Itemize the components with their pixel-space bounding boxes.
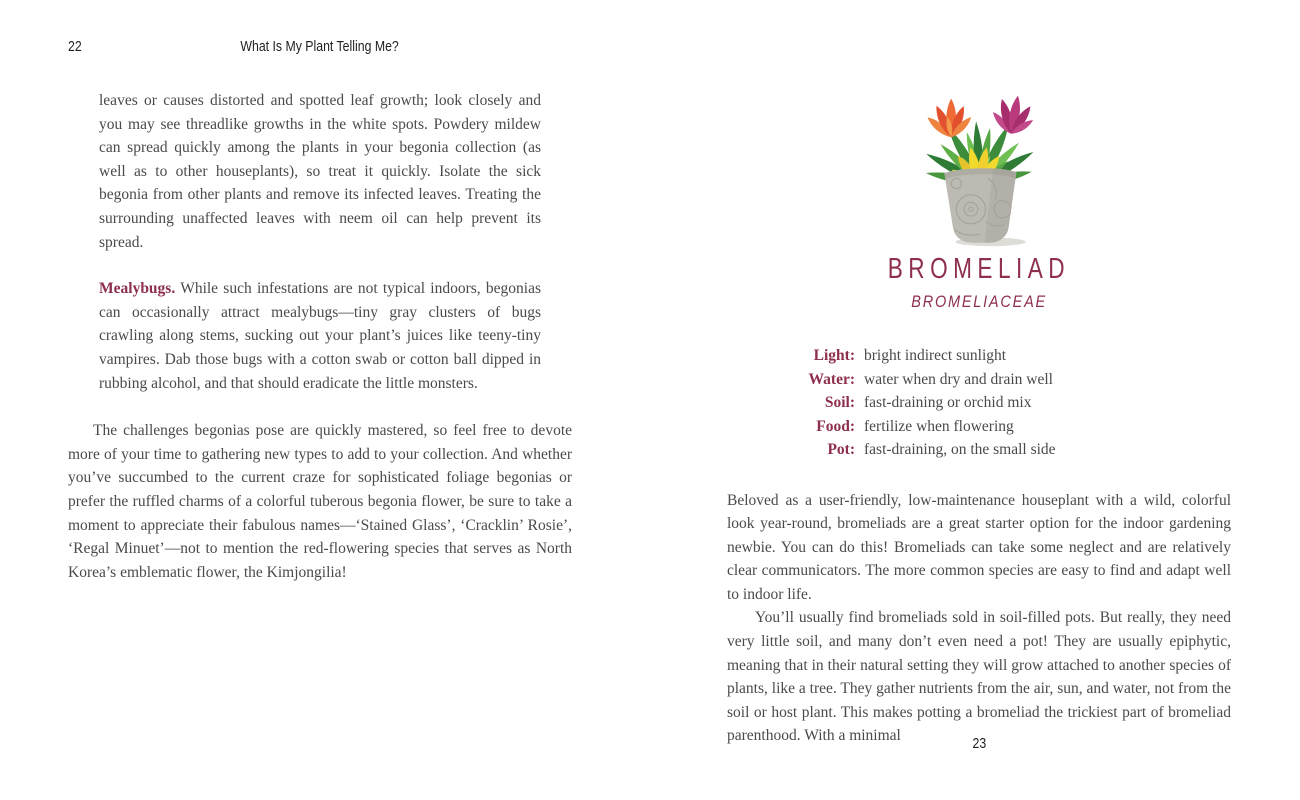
right-page-number: 23: [972, 735, 986, 752]
running-header: What Is My Plant Telling Me?: [240, 38, 400, 55]
left-page: [68, 38, 572, 584]
right-page: [727, 0, 1231, 800]
paragraph-begonia-challenges: The challenges begonias pose are quickly mastered, so feel free to devote more of your time to gathering new types to add to your collection. And whether you’ve succumbed to the current craze for sophisticated foliage begonias or prefer the ruffled charms of a colorful tuberous begonia flower, be sure to take a moment to appreciate their fabulous names—‘Stained Glass’, ‘Cracklin’ Rosie’, ‘Regal Minuet’—not to mention the red-flowering species that serves as North Korea’s emblematic flower, the Kimjongilia!: [68, 422, 572, 581]
plant-title: BROMELIAD: [887, 253, 1071, 285]
care-value-soil: fast-draining or orchid mix: [864, 394, 1032, 411]
plant-family-subtitle: BROMELIACEAE: [911, 293, 1047, 311]
mealybugs-lead-label: Mealybugs.: [99, 280, 176, 298]
care-label-food: Food:: [816, 417, 855, 435]
care-value-pot: fast-draining, on the small side: [864, 441, 1056, 458]
paragraph-mealybugs: [99, 277, 541, 395]
care-value-light: bright indirect sunlight: [864, 347, 1007, 364]
left-page-header: [68, 38, 572, 58]
care-label-soil: Soil:: [824, 394, 855, 411]
care-label-water: Water:: [808, 370, 855, 388]
left-page-number: 22: [68, 38, 82, 55]
paragraph-powdery-mildew: leaves or causes distorted and spotted leaf growth; look closely and you may see threadlike growths in the white spots. Powdery mildew can spread quickly among the plants in your begonia collection (as well as to other houseplants), so treat it quickly. Isolate the sick begonia from other plants and remove its infected leaves. Treating the surrounding unaffected leaves with neem oil can help prevent its spread.: [99, 92, 541, 251]
paragraph-bromeliad-pots: You’ll usually find bromeliads sold in soil-filled pots. But really, they need very little soil, and many don’t even need a pot! They are usually epiphytic, meaning that in their natural setting they will grow attached to another species of plants, like a tree. They gather nutrients from the air, sun, and water, not from the soil or host plant. This makes potting a bromeliad the trickiest part of bromeliad parenthood. With a minimal: [727, 609, 1231, 745]
care-label-light: Light:: [813, 347, 855, 364]
paragraph-bromeliad-intro: Beloved as a user-friendly, low-maintenance houseplant with a wild, colorful look year-round, bromeliads are a great starter option for the indoor gardening newbie. You can do this! Bromeliads can take some neglect and are relatively clear communicators. The more common species are easy to find and adapt well to indoor life.: [727, 491, 1231, 603]
care-label-pot: Pot:: [827, 441, 855, 458]
care-list: [727, 344, 1231, 462]
bromeliad-pot-icon: [898, 84, 1061, 247]
care-value-water: water when dry and drain well: [864, 370, 1053, 388]
bromeliad-illustration: [727, 84, 1231, 241]
care-value-food: fertilize when flowering: [864, 417, 1014, 435]
mealybugs-text: While such infestations are not typical indoors, begonias can occasionally attract mealybugs—tiny gray clusters of bugs crawling along stems, sucking out your plant’s juices like teeny-tiny vampires. Dab those bugs with a cotton swab or cotton ball dipped in rubbing alcohol, and that should eradicate the little monsters.: [99, 280, 541, 392]
